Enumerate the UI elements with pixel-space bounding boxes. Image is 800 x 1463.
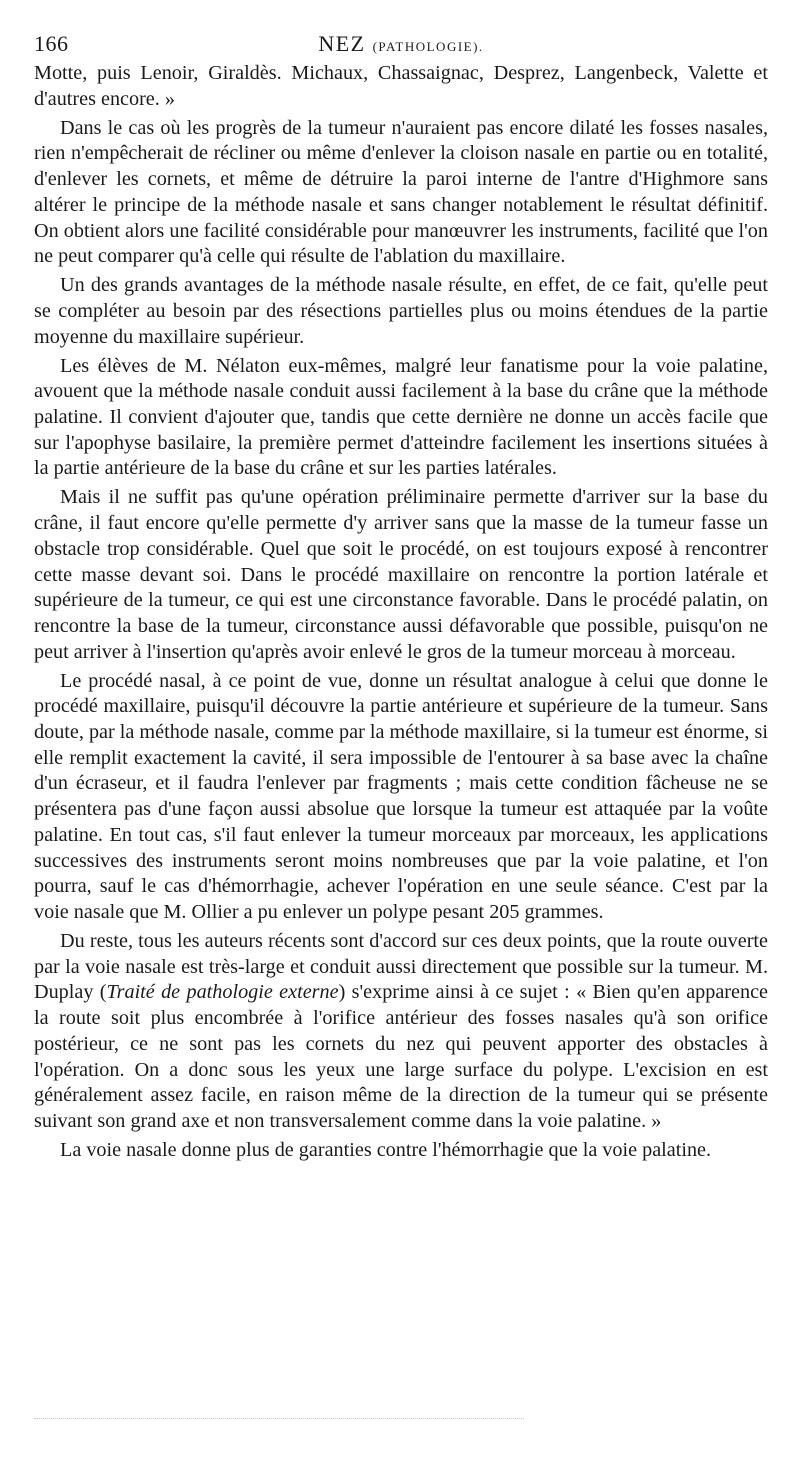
book-page	[34, 28, 768, 1164]
paragraph: Dans le cas où les progrès de la tumeur n'auraient pas encore dilaté les fosses nasales, rien n'empêcherait de récliner ou même d'enlever la cloison nasale en partie ou en totalité, d'enlever les cornets, et même de détruire la paroi interne de l'antre d'Highmore sans altérer le principe de la méthode nasale et sans changer notablement le résultat définitif. On obtient alors une facilité considérable pour manœuvrer les instruments, facilité que l'on ne peut comparer qu'à celle qui résulte de l'ablation du maxillaire.	[34, 116, 768, 268]
cited-work-title: Traité de pathologie externe	[106, 981, 339, 1004]
running-title-main: NEZ	[318, 31, 366, 56]
footer-divider	[34, 1418, 524, 1421]
paragraph: Motte, puis Lenoir, Giraldès. Michaux, Chassaignac, Desprez, Langenbeck, Valette et d'autres encore. »	[34, 62, 768, 110]
page-header	[34, 28, 768, 60]
paragraph-text-before: Du reste, tous les auteurs récents sont d'accord sur ces deux points, que la route ouverte par la voie nasale est très-large et conduit aussi directement que possible sur la tumeur. M. Duplay (	[34, 929, 768, 1004]
page-body	[34, 61, 768, 1164]
paragraph: Le procédé nasal, à ce point de vue, donne un résultat analogue à celui que donne le procédé maxillaire, puisqu'il découvre la partie antérieure et supérieure de la tumeur. Sans doute, par la méthode nasale, comme par la méthode maxillaire, si la tumeur est énorme, si elle remplit exactement la cavité, il sera impossible de l'entourer à sa base avec la chaîne d'un écraseur, et il faudra l'enlever par fragments ; mais cette condition fâcheuse ne se présentera pas d'une façon aussi absolue que lorsque la tumeur est attaquée par la voûte palatine. En tout cas, s'il faut enlever la tumeur morceaux par morceaux, les applications successives des instruments seront moins nombreuses que par la voie palatine, et l'on pourra, sauf le cas d'hémorrhagie, achever l'opération en une seule séance. C'est par la voie nasale que M. Ollier a pu enlever un polype pesant 205 grammes.	[34, 669, 768, 923]
paragraph: Un des grands avantages de la méthode nasale résulte, en effet, de ce fait, qu'elle peut se compléter au besoin par des résections partielles plus ou moins étendues de la partie moyenne du maxillaire supérieur.	[34, 274, 768, 348]
paragraph-text-after: ) s'exprime ainsi à ce sujet : « Bien qu'en apparence la route soit plus encombrée à l'orifice antérieur des fosses nasales qu'à son orifice postérieur, ce ne sont pas les cornets du nez qui peuvent apporter des obstacles à l'opération. On a donc sous les yeux une large surface du polype. L'excision en est généralement assez facile, en raison même de la direction de la tumeur qui se présente suivant son grand axe et non transversalement comme dans la voie palatine. »	[34, 981, 769, 1132]
page-number: 166	[34, 31, 69, 56]
paragraph: La voie nasale donne plus de garanties contre l'hémorrhagie que la voie palatine.	[60, 1138, 712, 1161]
running-title-sub: (PATHOLOGIE).	[372, 39, 484, 54]
paragraph: Mais il ne suffit pas qu'une opération préliminaire permette d'arriver sur la base du crâne, il faut encore qu'elle permette d'y arriver sans que la masse de la tumeur fasse un obstacle trop considérable. Quel que soit le procédé, on est toujours exposé à rencontrer cette masse devant soi. Dans le procédé maxillaire on rencontre la portion latérale et supérieure de la tumeur, ce qui est une circonstance favorable. Dans le procédé palatin, on rencontre la base de la tumeur, circonstance aussi défavorable que possible, puisqu'on ne peut arriver à l'insertion qu'après avoir enlevé le gros de la tumeur morceau à morceau.	[34, 486, 768, 663]
paragraph-with-citation	[34, 929, 768, 1135]
paragraph: Les élèves de M. Nélaton eux-mêmes, malgré leur fanatisme pour la voie palatine, avouent que la méthode nasale conduit aussi facilement à la base du crâne que la méthode palatine. Il convient d'ajouter que, tandis que cette dernière ne donne un accès facile que sur l'apophyse basilaire, la première permet d'atteindre facilement les insertions situées à la partie antérieure de la base du crâne et sur les parties latérales.	[34, 354, 768, 480]
running-title	[34, 28, 768, 63]
